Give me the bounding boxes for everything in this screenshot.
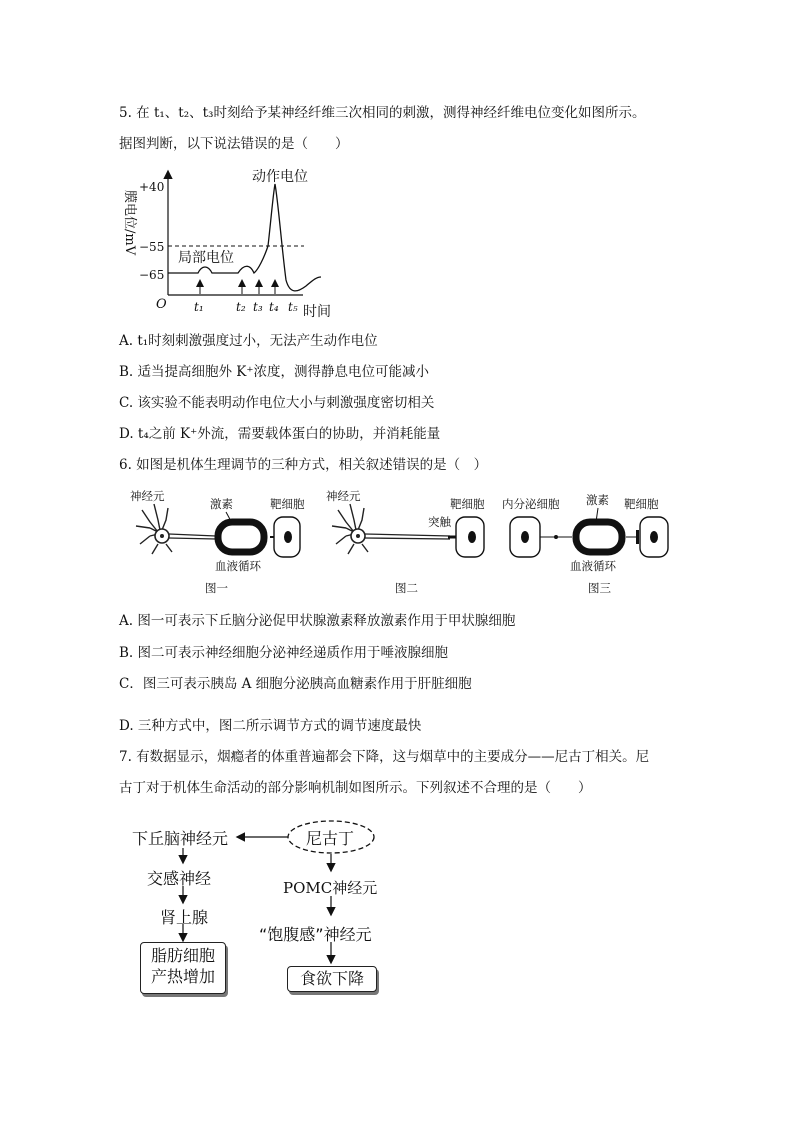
q5-option-c: C. 该实验不能表明动作电位大小与刺激强度密切相关 (119, 395, 435, 411)
q7-fat-cell-box (140, 942, 226, 994)
q5-time-t4: t₄ (269, 300, 279, 314)
fig2-neuron-label: 神经元 (326, 489, 361, 503)
fig1-blood-label: 血液循环 (215, 559, 261, 573)
q5-stem-line1: 5. 在 t₁、t₂、t₃时刻给予某神经纤维三次相同的刺激，测得神经纤维电位变化如图所示。 (119, 105, 646, 121)
q7-appetite-decrease: 食欲下降 (299, 969, 364, 988)
q5-label-action-potential: 动作电位 (252, 169, 308, 185)
fig3-hormone-label: 激素 (586, 493, 609, 507)
q5-option-b: B. 适当提高细胞外 K⁺浓度，测得静息电位可能减小 (119, 364, 430, 380)
q5-xlabel: 时间 (303, 304, 331, 320)
fig1-caption: 图一 (205, 581, 228, 595)
q6-option-d: D. 三种方式中，图二所示调节方式的调节速度最快 (119, 718, 422, 734)
fig3-caption: 图三 (588, 581, 611, 595)
q5-time-t2: t₂ (236, 300, 246, 314)
fig3-blood-label: 血液循环 (570, 559, 616, 573)
q7-appetite-box (287, 966, 377, 992)
fig2-target-label: 靶细胞 (450, 497, 485, 511)
q7-satiety-neuron: “饱腹感”神经元 (259, 925, 372, 944)
q5-time-t1: t₁ (194, 300, 204, 314)
fig3-target-label: 靶细胞 (624, 497, 659, 511)
fig1-target-label: 靶细胞 (270, 497, 305, 511)
q5-membrane-potential-graph (118, 160, 348, 322)
fig3-endocrine-hormone (502, 493, 668, 595)
fig2-neuron-synapse (326, 489, 485, 595)
q7-hypothalamus-neuron: 下丘脑神经元 (132, 829, 229, 848)
q7-fat-cell-line2: 产热增加 (150, 967, 215, 986)
fig1-neuron-hormone (130, 489, 305, 595)
fig1-neuron-label: 神经元 (130, 489, 165, 503)
q5-ytick-minus55: −55 (139, 240, 165, 254)
q5-stem-line2: 据图判断，以下说法错误的是（ ） (119, 136, 349, 152)
q7-stem-line1: 7. 有数据显示，烟瘾者的体重普遍都会下降，这与烟草中的主要成分——尼古丁相关。尼 (119, 749, 650, 765)
fig2-synapse-label: 突触 (428, 515, 451, 529)
q7-pomc-neuron: POMC神经元 (283, 879, 378, 897)
q5-option-a: A. t₁时刻刺激强度过小，无法产生动作电位 (119, 333, 378, 349)
q6-option-b: B. 图二可表示神经细胞分泌神经递质作用于唾液腺细胞 (119, 645, 449, 661)
q6-option-a: A. 图一可表示下丘脑分泌促甲状腺激素释放激素作用于甲状腺细胞 (119, 613, 516, 629)
q6-stem: 6. 如图是机体生理调节的三种方式，相关叙述错误的是（ ） (119, 457, 488, 473)
q5-time-t3: t₃ (253, 300, 263, 314)
q5-ylabel: 膜电位/mV (122, 190, 137, 256)
q5-origin: O (156, 297, 167, 312)
q7-nicotine: 尼古丁 (306, 829, 355, 848)
fig2-caption: 图二 (395, 581, 418, 595)
q7-fat-cell-line1: 脂肪细胞 (150, 946, 215, 965)
q7-adrenal-gland: 肾上腺 (160, 908, 209, 927)
q5-label-local-potential: 局部电位 (178, 250, 234, 266)
fig3-endocrine-label: 内分泌细胞 (502, 497, 560, 511)
q5-ytick-plus40: +40 (139, 180, 165, 194)
q7-stem-line2: 古丁对于机体生命活动的部分影响机制如图所示。下列叙述不合理的是（ ） (119, 780, 592, 796)
q5-option-d: D. t₄之前 K⁺外流，需要载体蛋白的协助，并消耗能量 (119, 426, 441, 442)
q5-ytick-minus65: −65 (139, 268, 165, 282)
q5-time-t5: t₅ (288, 300, 298, 314)
q7-sympathetic-nerve: 交感神经 (147, 869, 212, 888)
q6-regulation-figures (128, 486, 674, 598)
fig1-hormone-label: 激素 (210, 497, 233, 511)
q6-option-c: C．图三可表示胰岛 A 细胞分泌胰高血糖素作用于肝脏细胞 (119, 676, 472, 692)
